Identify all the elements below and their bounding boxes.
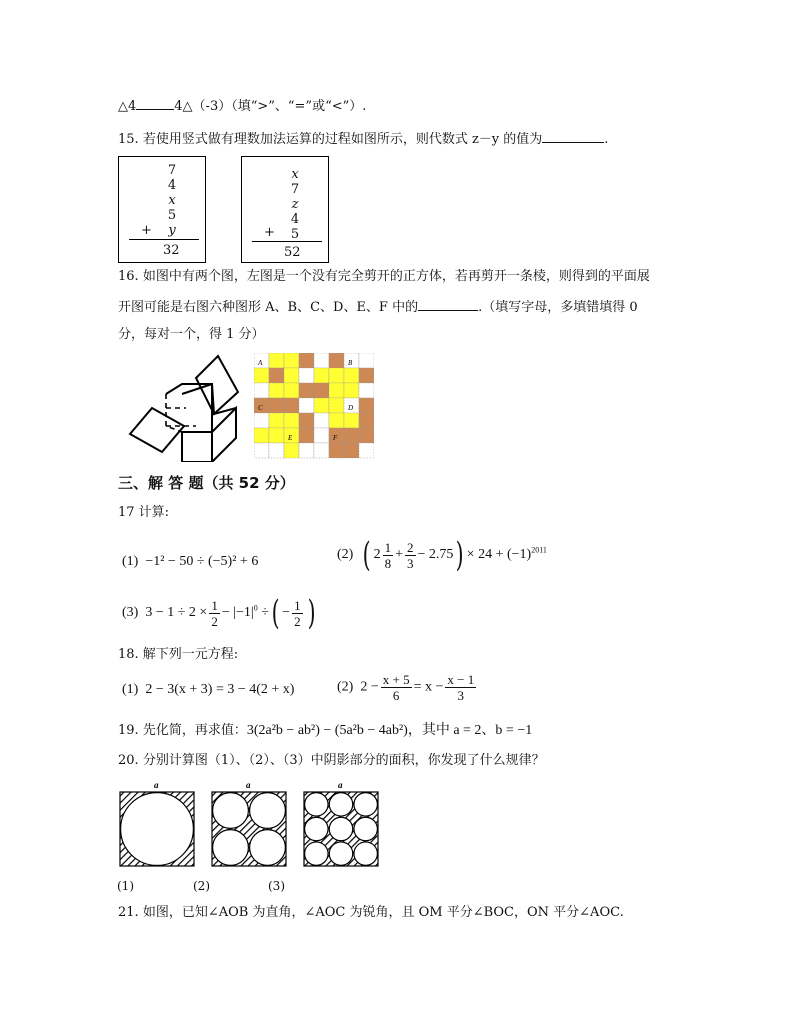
net-grid-cell (344, 368, 359, 383)
q17-p2-f2n: 2 (407, 539, 414, 555)
q17-p2-tail: × 24 + (−1) (466, 547, 532, 563)
net-grid-cell (254, 383, 269, 398)
q17-p3-f2d: 2 (294, 613, 301, 629)
inscribed-circle (250, 793, 286, 829)
q15-box2-row: 7 (290, 182, 300, 197)
net-grid-cell (284, 353, 299, 368)
net-label-b: B (348, 359, 353, 367)
q16-number: 16. (118, 269, 139, 284)
net-grid-cell (299, 383, 314, 398)
q17-p2-frac-1 (383, 540, 394, 571)
side-length-label: a (338, 780, 343, 790)
net-grid-cell (359, 428, 374, 443)
q15-box2-row: z (291, 197, 299, 212)
inscribed-circle (354, 817, 377, 840)
net-grid-cell (314, 398, 329, 413)
q19-number: 19. (118, 723, 139, 738)
q16-text-3: 分，每对一个，得 1 分） (118, 327, 265, 342)
q15-box2-row: 5 (290, 227, 300, 242)
net-grid-cell (359, 368, 374, 383)
q16-net-grid (254, 353, 374, 459)
q15-box2-plus: + (264, 225, 275, 240)
q17-p3-c: ÷ (261, 605, 269, 621)
q17-p3-label: (3) (122, 605, 139, 621)
q19-text: 先化简，再求值： (142, 723, 247, 738)
q17-p2-lparen: ( (362, 535, 371, 575)
q19-cond: ，其中 a = 2、b = −1 (407, 723, 533, 738)
q16-line-2 (118, 298, 638, 317)
q15-box1-row: 5 (167, 208, 177, 223)
net-label-a: A (258, 359, 263, 367)
q20-label-3: (3) (268, 879, 285, 893)
side-length-label: a (246, 780, 251, 790)
net-grid-cell (284, 398, 299, 413)
inscribed-circle (354, 842, 377, 865)
net-grid-cell (314, 428, 329, 443)
net-grid-cell (299, 353, 314, 368)
inscribed-circle (354, 793, 377, 816)
net-grid-cell (269, 368, 284, 383)
cube-face-left (130, 408, 184, 452)
q15-box-1 (118, 156, 206, 263)
q17-part-2: (2) ( 2 $\frac{1}{8}$ + $\frac{2}{3}$ − $2.75) \times 24 + (-1)^{2011}$ (337, 535, 547, 575)
q17-p2-rest: − 2.75 (417, 547, 454, 563)
inscribed-circle (250, 830, 286, 866)
net-label-d: D (348, 404, 354, 412)
q18-p2-f2d: 3 (457, 688, 465, 703)
q17-p2-f1n: 1 (384, 539, 392, 555)
q15-box2-col (288, 167, 302, 242)
q18-p2-b: = x − (413, 679, 444, 695)
net-grid-cell (269, 413, 284, 428)
q15-box1-row: 7 (167, 163, 177, 178)
q20-text: 分别计算图（1）、（2）、（3）中阴影部分的面积，你发现了什么规律？ (142, 753, 545, 768)
q15-box1-col (165, 163, 179, 238)
net-grid-cell (254, 413, 269, 428)
net-grid-cell (299, 398, 314, 413)
q15-answer-blank[interactable] (542, 130, 604, 143)
q17-p3-a: 3 − 1 ÷ 2 × (145, 605, 208, 621)
net-grid-cell (254, 428, 269, 443)
net-grid-cell (359, 353, 374, 368)
q15-box1-row: 4 (167, 178, 177, 193)
net-grid-cell (254, 443, 269, 458)
net-grid-cell (359, 443, 374, 458)
q14-right: 4△（-3）（填“>”、“=”或“<”）. (174, 99, 367, 114)
q14-line (118, 97, 366, 116)
q16-answer-blank[interactable] (418, 298, 478, 311)
inscribed-circle (329, 842, 352, 865)
q16-line-1 (118, 268, 650, 286)
q16-cube-figure (126, 352, 244, 462)
q15-box1-row: x (168, 193, 176, 208)
net-grid-cell (314, 353, 329, 368)
q17-p2-f1d: 8 (384, 555, 392, 571)
q17-p3-b: − |−1| (221, 605, 254, 621)
q20-line (118, 752, 545, 770)
q15-box2-row: 4 (290, 212, 300, 227)
inscribed-circle (121, 793, 194, 866)
net-grid-cell (329, 353, 344, 368)
net-grid-cell (314, 413, 329, 428)
net-grid-cell (344, 428, 359, 443)
q15-box1-plus: + (141, 223, 152, 238)
q15-text: 若使用竖式做有理数加法运算的过程如图所示，则代数式 z－y 的值为 (142, 132, 543, 147)
net-grid-cell (269, 428, 284, 443)
net-grid-cell (344, 383, 359, 398)
q15-number: 15. (118, 132, 139, 147)
q18-p2-frac-2 (445, 672, 476, 703)
net-grid-cell (269, 353, 284, 368)
net-grid-cell (284, 413, 299, 428)
q17-p2-int: 2 (373, 547, 381, 563)
q16-line-3 (118, 326, 265, 344)
q18-part-1 (122, 682, 294, 698)
net-grid-cell (359, 413, 374, 428)
section-3-title: 三、解 答 题（共 52 分） (118, 474, 295, 492)
inscribed-circle (329, 817, 352, 840)
q17-p2-rparen: ) (456, 535, 465, 575)
inscribed-circle (305, 817, 328, 840)
net-grid-cell (344, 443, 359, 458)
q15-box2-sum: 52 (284, 245, 301, 260)
q17-p3-f1n: 1 (211, 597, 218, 613)
q17-p2-exp: 2011 (531, 545, 547, 555)
net-grid-cell (299, 368, 314, 383)
q17-p3-f2n: 1 (294, 597, 301, 613)
inscribed-circle (213, 793, 249, 829)
q17-p2-f2d: 3 (407, 555, 414, 571)
net-grid-cell (329, 398, 344, 413)
q17-p3-frac-2 (292, 598, 303, 629)
q18-p1-expr: 2 − 3(x + 3) = 3 − 4(2 + x) (145, 682, 295, 697)
net-grid-cell (329, 368, 344, 383)
q17-p2-frac-2 (405, 540, 416, 571)
q17-p2-label: (2) (337, 547, 354, 563)
net-grid-cell (329, 383, 344, 398)
q15-end: . (604, 132, 609, 147)
net-grid-cell (329, 413, 344, 428)
net-label-e: E (288, 434, 293, 442)
q17-p3-f1d: 2 (211, 613, 218, 629)
inscribed-circle (213, 830, 249, 866)
net-grid-cell (269, 383, 284, 398)
q15-box1-sum: 32 (163, 243, 180, 258)
q20-label-1: (1) (117, 879, 134, 893)
net-grid-cell (314, 383, 329, 398)
q17-p1-expr: −1² − 50 ÷ (−5)² + 6 (145, 554, 259, 569)
q14-answer-blank[interactable] (136, 97, 174, 110)
cube-edge (182, 384, 212, 394)
net-grid-cell (359, 383, 374, 398)
q18-p1-label: (1) (122, 682, 139, 697)
q16-text-2a: 开图可能是右图六种图形 A、B、C、D、E、F 中的 (118, 300, 419, 315)
net-grid-cell (299, 428, 314, 443)
net-grid-cell (284, 383, 299, 398)
cube-front (182, 432, 212, 462)
q19-expr: 3(2a²b − ab²) − (5a²b − 4ab²) (246, 723, 408, 738)
q17-p3-frac-1 (209, 598, 220, 629)
q17-p3-lparen: ( (271, 593, 280, 633)
net-grid-cell (254, 368, 269, 383)
q17-title: 17 计算: (118, 505, 170, 520)
net-grid-cell (359, 398, 374, 413)
q15-box1-row: y (168, 223, 176, 238)
cube-edge-2 (212, 384, 236, 414)
q17-part-1 (122, 553, 258, 571)
q18-p2-frac-1 (381, 672, 412, 703)
net-grid-cell (269, 398, 284, 413)
side-length-label: a (154, 780, 159, 790)
q17-p3-rparen: ) (307, 593, 316, 633)
q17-p1-label: (1) (122, 554, 139, 569)
q17-part-3: (3) 3 − 1 ÷ 2 × $\frac{1}{2}$ − $|-1|^0$ ÷( − $\frac{1}{2}$ ) (122, 593, 316, 633)
inscribed-circle (305, 842, 328, 865)
q21-number: 21. (118, 905, 139, 920)
net-grid-cell (269, 443, 284, 458)
q15-box1-rule (129, 239, 199, 240)
q15-box2-row: x (291, 167, 299, 182)
q21-text: 如图，已知∠AOB 为直角，∠AOC 为锐角，且 OM 平分∠BOC，ON 平分∠AOC. (142, 905, 624, 920)
net-grid-cell (284, 368, 299, 383)
q14-left: △4 (118, 99, 137, 114)
net-grid-cell (299, 413, 314, 428)
net-grid-cell (284, 443, 299, 458)
q18-p2-label: (2) (337, 679, 354, 695)
cube-right (212, 408, 236, 462)
q15-box-2 (241, 156, 329, 263)
q16-text-2b: .（填写字母，多填错填得 0 (478, 300, 638, 315)
q18-part-2 (337, 672, 478, 703)
q18-p2-f1n: x + 5 (382, 672, 410, 687)
q15-line (118, 130, 608, 149)
q16-text-1: 如图中有两个图，左图是一个没有完全剪开的正方体，若再剪开一条棱，则得到的平面展 (142, 269, 650, 284)
q18-p2-a: 2 − (360, 679, 379, 695)
net-grid-cell (344, 413, 359, 428)
q18-title: 18. 解下列一元方程: (118, 647, 239, 662)
net-grid-cell (299, 443, 314, 458)
q19-line (118, 722, 532, 740)
net-grid-cell (314, 443, 329, 458)
q18-p2-f1d: 6 (392, 688, 400, 703)
inscribed-circle (305, 793, 328, 816)
q20-number: 20. (118, 753, 139, 768)
net-grid-cell (314, 368, 329, 383)
q18-p2-f2n: x − 1 (447, 672, 475, 687)
inscribed-circle (329, 793, 352, 816)
q20-circle-figures (116, 778, 388, 872)
q21-line (118, 904, 624, 922)
net-label-c: C (258, 404, 263, 412)
q20-label-2: (2) (193, 879, 210, 893)
net-grid-cell (329, 443, 344, 458)
q17-p3-exp: 0 (253, 603, 258, 613)
q15-box2-rule (252, 241, 322, 242)
net-label-f: F (333, 434, 338, 442)
